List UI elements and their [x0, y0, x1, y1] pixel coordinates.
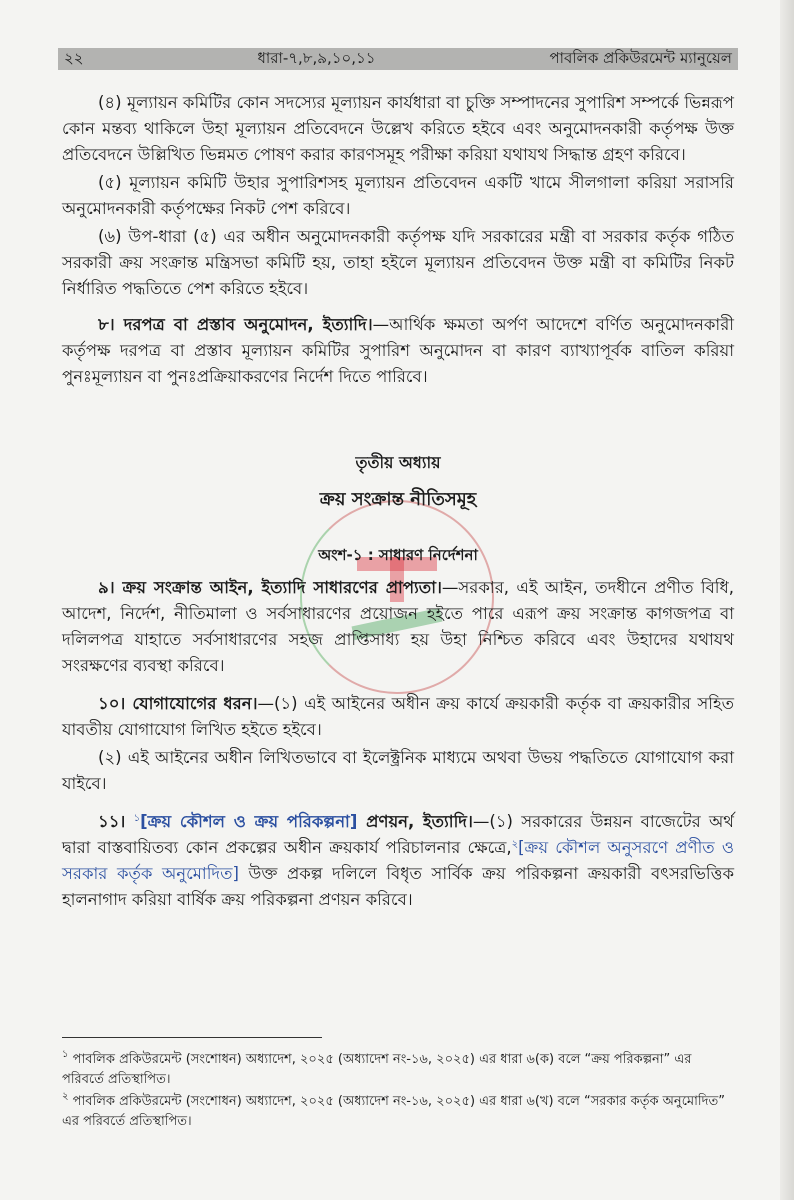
page-number: ২২: [64, 48, 84, 67]
running-header: [58, 48, 738, 70]
footnote-text: পাবলিক প্রকিউরমেন্ট (সংশোধন) অধ্যাদেশ, ২০২৫ (অধ্যাদেশ নং-১৬, ২০২৫) এর ধারা ৬(খ) বলে “সরকার কর্তৃক অনুমোদিত” এর পরিবর্তে প্রতিস্থাপিত।: [62, 1094, 725, 1129]
header-book-title: পাবলিক প্রকিউরমেন্ট ম্যানুয়েল: [549, 48, 732, 67]
amended-text: [ক্রয় কৌশল অনুসরণে প্রণীত ও সরকার কর্তৃক অনুমোদিত]: [62, 838, 734, 883]
header-sections: ধারা-৭,৮,৯,১০,১১: [257, 48, 376, 67]
footnote-divider: [62, 1037, 322, 1038]
amended-text: [ক্রয় কৌশল ও ক্রয় পরিকল্পনা]: [140, 812, 358, 831]
section-7-continued: [58, 90, 738, 390]
footnote-mark: ১: [62, 1049, 69, 1060]
footnote-ref[interactable]: ১: [133, 813, 141, 824]
footnote-ref[interactable]: ২: [511, 839, 519, 850]
chapter-title: তৃতীয় অধ্যায়: [355, 453, 441, 472]
section-body: উক্ত প্রকল্প দলিলে বিধৃত সার্বিক ক্রয় পরিকল্পনা ক্রয়কারী বৎসরভিত্তিক হালনাগাদ করিয়া বার্ষিক ক্রয় পরিকল্পনা প্রণয়ন করিবে।: [62, 864, 735, 909]
section-9: [62, 575, 734, 679]
footnotes-area: [58, 1007, 738, 1132]
section-body: —সরকার, এই আইন, তদধীনে প্রণীত বিধি, আদেশ, নির্দেশ, নীতিমালা ও সর্বসাধারণের প্রয়োজন হইতে পারে এরূপ ক্রয় সংক্রান্ত কাগজপত্র বা দলিলপত্র যাহাতে সর্বসাধারণের সহজ প্রাপ্তিসাধ্য হয় উহা নিশ্চিত করিবে এবং উহাদের যথাযথ সংরক্ষণের ব্যবস্থা করিবে।: [62, 578, 735, 675]
page-edge: [780, 0, 794, 1200]
footnote-text: পাবলিক প্রকিউরমেন্ট (সংশোধন) অধ্যাদেশ, ২০২৫ (অধ্যাদেশ নং-১৬, ২০২৫) এর ধারা ৬(ক) বলে “ক্রয় পরিকল্পনা” এর পরিবর্তে প্রতিস্থাপিত।: [62, 1052, 692, 1087]
section-number: ১১।: [98, 812, 126, 831]
paragraph: (৬) উপ-ধারা (৫) এর অধীন অনুমোদনকারী কর্তৃপক্ষ যদি সরকারের মন্ত্রী বা সরকার কর্তৃক গঠিত সরকারী ক্রয় সংক্রান্ত মন্ত্রিসভা কমিটি হয়, তাহা হইলে মূল্যায়ন প্রতিবেদন উক্ত মন্ত্রী বা কমিটির নিকট নির্ধারিত পদ্ধতিতে পেশ করিতে হইবে।: [62, 227, 734, 298]
section-heading: প্রণয়ন, ইত্যাদি।: [357, 812, 473, 831]
section-8: [62, 312, 734, 390]
section-body: —(১) এই আইনের অধীন ক্রয় কার্যে ক্রয়কারী কর্তৃক বা ক্রয়কারীর সহিত যাবতীয় যোগাযোগ লিখিত হইতে হইবে।: [62, 694, 734, 739]
section-10: [62, 691, 734, 743]
section-heading: ৮। দরপত্র বা প্রস্তাব অনুমোদন, ইত্যাদি।: [98, 315, 373, 334]
paragraph: (২) এই আইনের অধীন লিখিতভাবে বা ইলেক্ট্রনিক মাধ্যমে অথবা উভয় পদ্ধতিতে যোগাযোগ করা যাইবে।: [62, 748, 734, 793]
section-heading: ৯। ক্রয় সংক্রান্ত আইন, ইত্যাদি সাধারণের প্রাপ্যতা।: [98, 578, 442, 597]
section-heading: ১০। যোগাযোগের ধরন।: [98, 694, 258, 713]
part-title: অংশ-১ : সাধারণ নির্দেশনা: [318, 546, 478, 564]
chapter-subtitle: ক্রয় সংক্রান্ত নীতিসমূহ: [319, 489, 477, 510]
footnote: [62, 1050, 734, 1090]
section-11: [62, 809, 734, 913]
sections-9-11: [58, 575, 738, 913]
footnote: [62, 1092, 734, 1132]
footnote-mark: ২: [62, 1091, 69, 1102]
section-body: —(১) সরকারের উন্নয়ন বাজেটের অর্থ দ্বারা বাস্তবায়িতব্য কোন প্রকল্পের অধীন ক্রয়কার্য পরিচালনার ক্ষেত্রে,: [62, 812, 734, 857]
paragraph: (৫) মূল্যায়ন কমিটি উহার সুপারিশসহ মূল্যায়ন প্রতিবেদন একটি খামে সীলগালা করিয়া সরাসরি অনুমোদনকারী কর্তৃপক্ষের নিকট পেশ করিবে।: [62, 173, 734, 218]
section-body: —আর্থিক ক্ষমতা অর্পণ আদেশে বর্ণিত অনুমোদনকারী কর্তৃপক্ষ দরপত্র বা প্রস্তাব মূল্যায়ন কমিটির সুপারিশ অনুমোদন বা কারণ ব্যাখ্যাপূর্বক বাতিল করিয়া পুনঃমূল্যায়ন বা পুনঃপ্রক্রিয়াকরণের নির্দেশ দিতে পারিবে।: [62, 315, 735, 386]
page-column: [58, 0, 738, 1152]
footnotes: [58, 1050, 738, 1132]
paragraph: (৪) মূল্যায়ন কমিটির কোন সদস্যের মূল্যায়ন কার্যধারা বা চুক্তি সম্পাদনের সুপারিশ সম্পর্কে ভিন্নরূপ কোন মন্তব্য থাকিলে উহা মূল্যায়ন প্রতিবেদনে উল্লেখ করিতে হইবে এবং অনুমোদনকারী কর্তৃপক্ষ উক্ত প্রতিবেদনে উল্লিখিত ভিন্নমত পোষণ করার কারণসমূহ পরীক্ষা করিয়া যথাযথ সিদ্ধান্ত গ্রহণ করিবে।: [62, 93, 734, 164]
